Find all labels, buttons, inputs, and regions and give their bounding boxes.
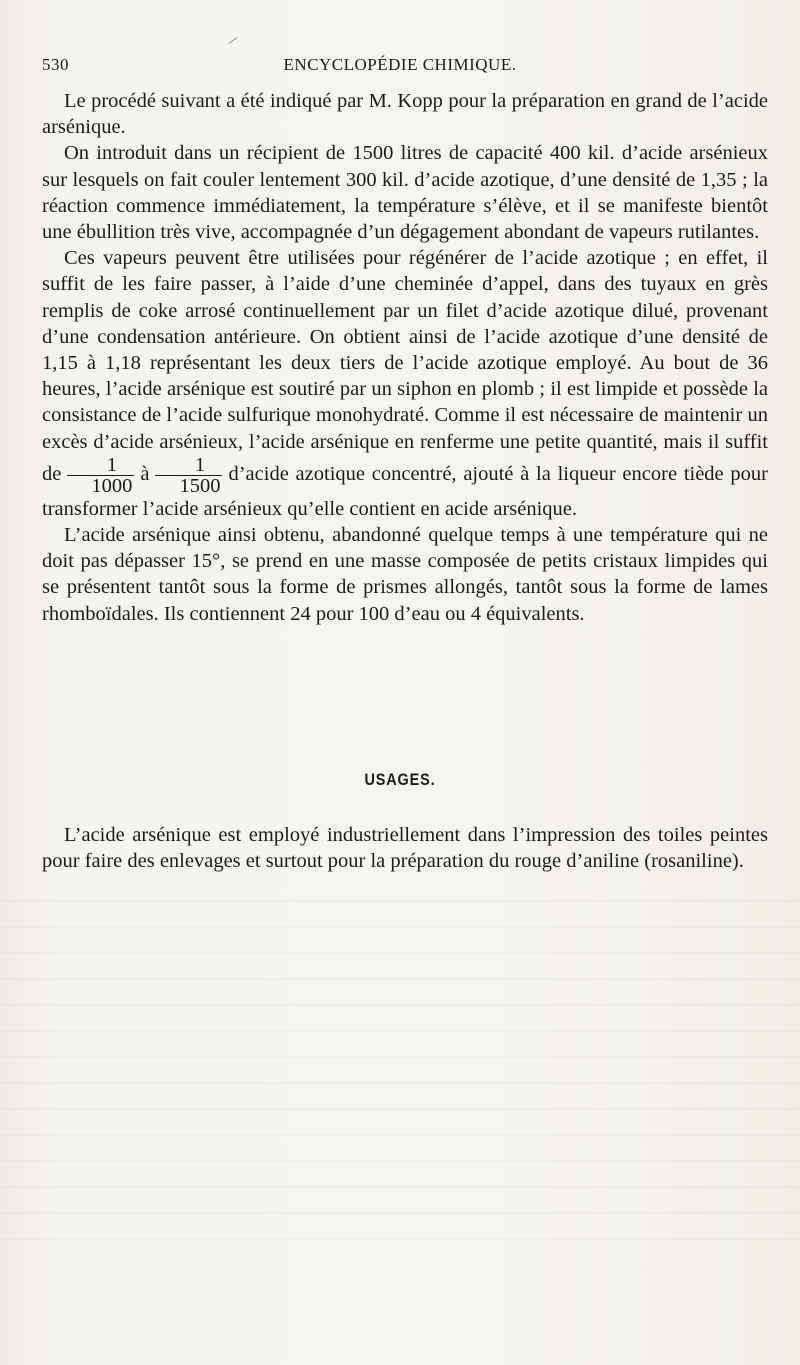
- body-text-upper: [42, 88, 768, 627]
- section-heading-usages: USAGES.: [364, 770, 436, 789]
- paragraph-kopp-procedure: Le procédé suivant a été indiqué par M. Kopp pour la préparation en grand de l’acide arsénique.: [42, 90, 768, 139]
- fraction-numerator: 1: [155, 455, 222, 476]
- fraction-one-thousandth: [67, 455, 134, 496]
- paragraph-vapeurs-end: d’acide azotique concentré, ajouté à la liqueur encore tiède pour transformer l’acide arsénieux qu’elle contient en acide arsénique.: [42, 463, 768, 520]
- paragraph-usages: L’acide arsénique est employé industriellement dans l’impression des toiles peintes pour faire des enlevages et surtout pour la préparation du rouge d’aniline (rosaniline).: [42, 824, 768, 873]
- paragraph-vapeurs-text: Ces vapeurs peuvent être utilisées pour régénérer de l’acide azotique ; en effet, il suffit de les faire passer, à l’aide d’une cheminée d’appel, dans des tuyaux en grès remplis de coke arrosé continuellement par un filet d’acide azotique dilué, provenant d’une condensation antérieure. On obtient ainsi de l’acide azotique d’une densité de 1,15 à 1,18 représentant les deux tiers de l’acide azotique employé. Au bout de 36 heures, l’acide arsénique est soutiré par un siphon en plomb ; il est limpide et possède la consistance de l’acide sulfurique monohydraté. Comme il est nécessaire de maintenir un excès d’acide arsénieux, l’acide arsénique en renferme une petite quantité, mais il suffit de: [42, 247, 768, 486]
- fraction-denominator: 1000: [91, 474, 133, 497]
- page-number: 530: [42, 55, 69, 74]
- running-title: ENCYCLOPÉDIE CHIMIQUE.: [283, 55, 517, 74]
- pencil-mark: [229, 37, 238, 44]
- fraction-connector: à: [140, 463, 150, 486]
- body-text-lower: [42, 822, 768, 874]
- paragraph-introduction: On introduit dans un récipient de 1500 litres de capacité 400 kil. d’acide arsénieux sur lesquels on fait couler lentement 300 kil. d’acide azotique, d’une densité de 1,35 ; la réaction commence immédiatement, la température s’élève, et il se manifeste bientôt une ébullition très vive, accompagnée d’un dégagement abondant de vapeurs rutilantes.: [42, 142, 768, 244]
- fraction-numerator: 1: [67, 455, 134, 476]
- paragraph-vapeurs: [42, 245, 768, 522]
- fraction-one-fifteen-hundredth: [155, 455, 222, 496]
- paragraph-cristaux: L’acide arsénique ainsi obtenu, abandonné quelque temps à une température qui ne doit pas dépasser 15°, se prend en une masse composée de petits cristaux limpides qui se présentent tantôt sous la forme de prismes allongés, tantôt sous la forme de lames rhomboïdales. Ils contiennent 24 pour 100 d’eau ou 4 équivalents.: [42, 524, 768, 625]
- show-through-area: [0, 900, 800, 1260]
- fraction-denominator: 1500: [179, 474, 221, 497]
